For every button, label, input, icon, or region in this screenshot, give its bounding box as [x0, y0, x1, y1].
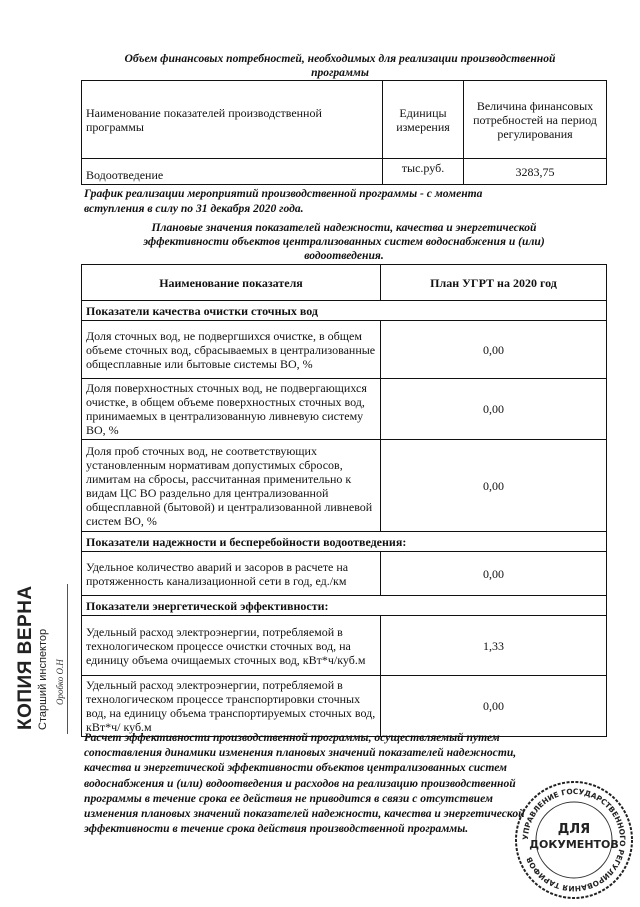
plan-title-line2: эффективности объектов централизованных систем водоснабжения и (или) — [143, 235, 545, 248]
table-row — [82, 616, 607, 676]
stamp-signature-text: Оробко О.Н — [55, 659, 65, 705]
table-row — [82, 379, 607, 440]
finance-title — [80, 52, 600, 80]
plan-title — [84, 221, 604, 263]
row-name: Доля поверхностных сточных вод, не подвергающихся очистке, в общем объеме поверхностных сточных вод, принимаемых в централизованную ливневую систему ВО, % — [82, 379, 381, 440]
closing-line: качества и энергетической эффективности объектов централизованных систем — [84, 761, 507, 775]
plan-title-line1: Плановые значения показателей надежности, качества и энергетической — [151, 221, 537, 234]
row-value: 0,00 — [381, 676, 607, 737]
table-row — [82, 159, 607, 185]
plan-table — [81, 264, 607, 737]
section-reliability-title: Показатели надежности и бесперебойности водоотведения: — [82, 532, 607, 552]
table-row — [82, 676, 607, 737]
stamp-main-text: КОПИЯ ВЕРНА — [15, 585, 36, 730]
stamp-role-text: Старший инспектор — [37, 628, 49, 730]
schedule-line2: вступления в силу по 31 декабря 2020 года. — [84, 202, 304, 215]
closing-line: сопоставления динамики изменения плановых значений показателей надежности, — [84, 746, 517, 760]
section-energy-title: Показатели энергетической эффективности: — [82, 596, 607, 616]
table-row — [82, 440, 607, 532]
finance-row-value: 3283,75 — [464, 159, 607, 185]
finance-table — [81, 80, 607, 185]
finance-header-unit: Единицы измерения — [383, 81, 464, 159]
stamp-bracket-line — [67, 584, 68, 734]
finance-title-line2: программы — [311, 66, 369, 79]
plan-title-line3: водоотведения. — [304, 249, 384, 262]
plan-header-plan: План УГРТ на 2020 год — [381, 265, 607, 301]
finance-row-unit: тыс.руб. — [383, 159, 464, 185]
closing-line: Расчет эффективности производственной программы, осуществляемый путем — [84, 731, 500, 744]
finance-title-line1: Объем финансовых потребностей, необходимых для реализации производственной — [124, 52, 556, 65]
row-value: 1,33 — [381, 616, 607, 676]
row-name: Удельное количество аварий и засоров в расчете на протяженность канализационной сети в год, ед./км — [82, 552, 381, 596]
closing-line: изменения плановых значений показателей надежности, качества и энергетической — [84, 807, 525, 821]
seal-line2: ДОКУМЕНТОВ — [529, 838, 619, 851]
row-value: 0,00 — [381, 321, 607, 379]
row-name: Доля сточных вод, не подвергшихся очистке, в общем объеме сточных вод, сбрасываемых в централизованные общесплавные или бытовые системы ВО, % — [82, 321, 381, 379]
row-name: Удельный расход электроэнергии, потребляемой в технологическом процессе очистки сточных вод, на единицу объема очищаемых сточных вод, кВт*ч/куб.м — [82, 616, 381, 676]
row-name: Удельный расход электроэнергии, потребляемой в технологическом процессе транспортировки сточных вод, на единицу объема транспортируемых сточных вод, кВт*ч/ куб.м — [82, 676, 381, 737]
schedule-line1: График реализации мероприятий производственной программы - с момента — [84, 187, 483, 200]
finance-row-name: Водоотведение — [82, 159, 383, 185]
schedule-text — [84, 186, 604, 216]
finance-header-value: Величина финансовых потребностей на период регулирования — [464, 81, 607, 159]
table-row — [82, 321, 607, 379]
table-row — [82, 552, 607, 596]
seal-line1: ДЛЯ — [557, 822, 591, 837]
seal-ring-text: УПРАВЛЕНИЕ ГОСУДАРСТВЕННОГО РЕГУЛИРОВАНИЯ ТАРИФОВ — [520, 786, 628, 894]
row-name: Доля проб сточных вод, не соответствующих установленным нормативам допустимых сбросов, лимитам на сбросы, рассчитанная применительно к видам ЦС ВО раздельно для централизованной общесплавной (бытовой) и централизованной ливневой систем ВО, % — [82, 440, 381, 532]
row-value: 0,00 — [381, 552, 607, 596]
closing-line: водоснабжения и (или) водоотведения и расходов на реализацию производственной — [84, 776, 516, 790]
official-seal — [512, 778, 636, 902]
closing-line: эффективности в течение срока действия производственной программы. — [84, 822, 469, 836]
finance-header-name: Наименование показателей производственной программы — [82, 81, 383, 159]
row-value: 0,00 — [381, 379, 607, 440]
copy-verified-stamp — [5, 580, 65, 740]
closing-line: программы в течение срока ее действия не приводится в связи с отсутствием — [84, 791, 493, 805]
plan-header-name: Наименование показателя — [82, 265, 381, 301]
row-value: 0,00 — [381, 440, 607, 532]
section-quality-title: Показатели качества очистки сточных вод — [82, 301, 607, 321]
